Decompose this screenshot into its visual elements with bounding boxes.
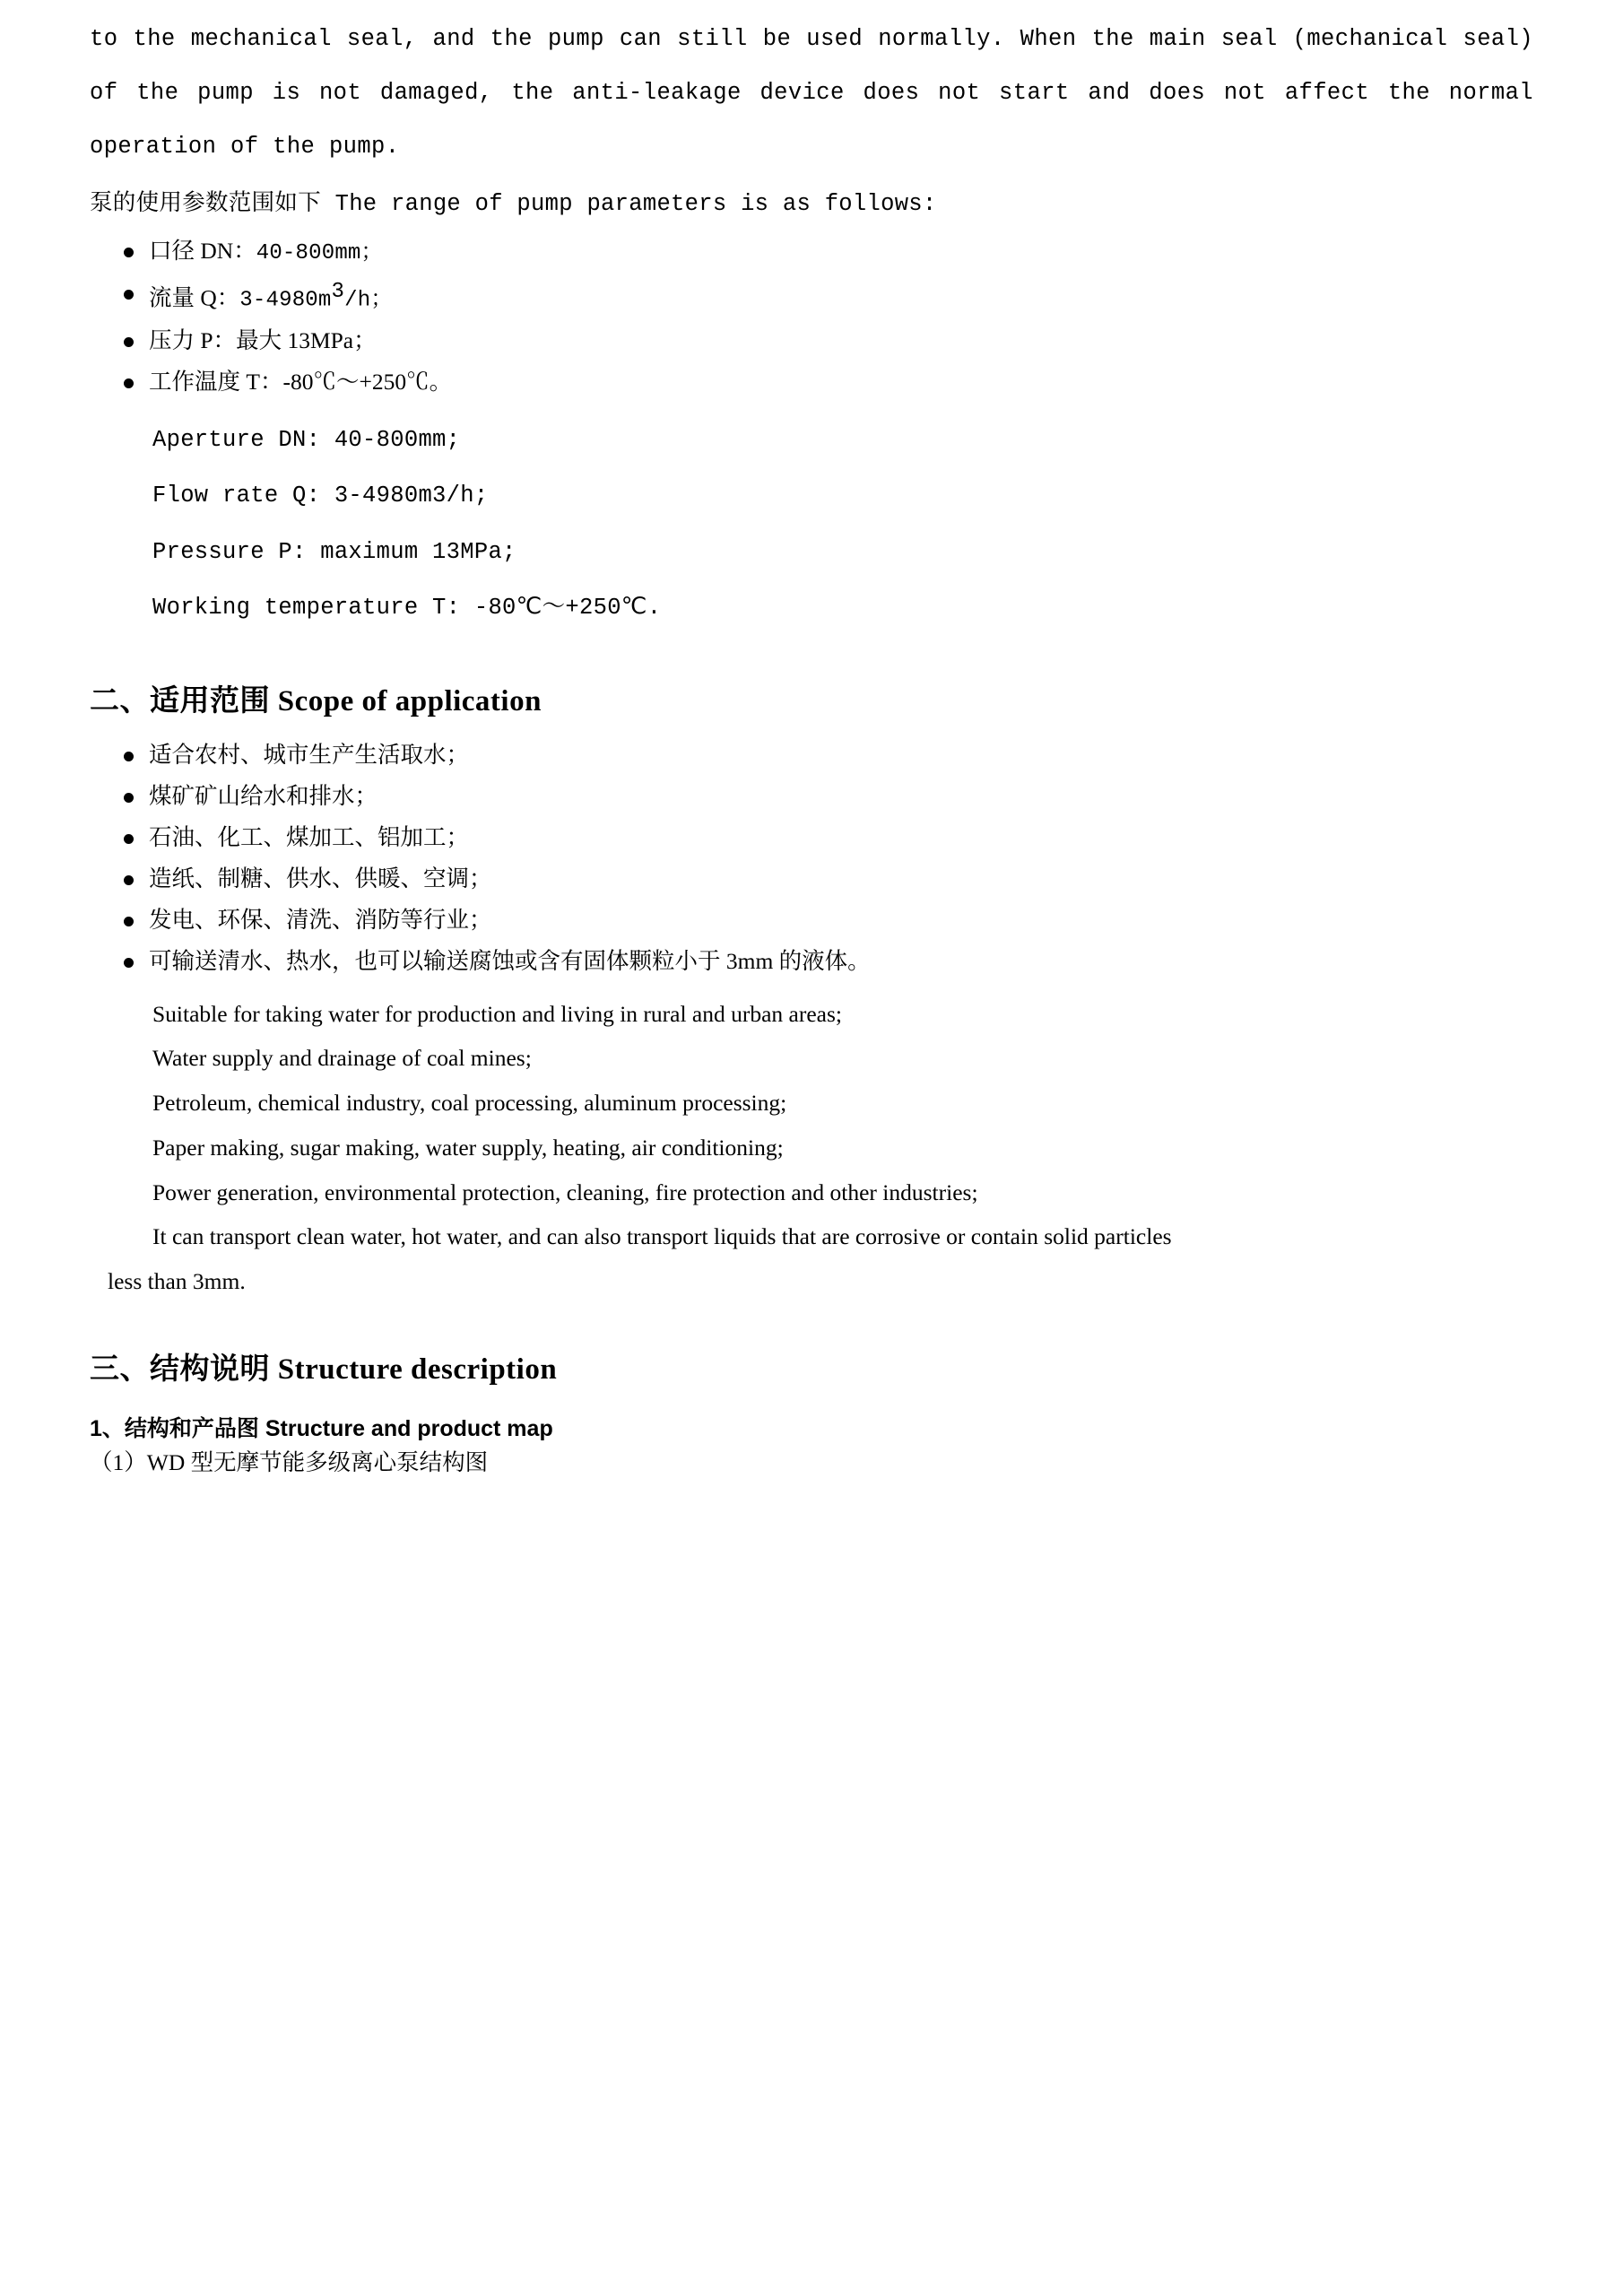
scope-en-item-2: Water supply and drainage of coal mines; — [152, 1045, 532, 1072]
parameter-value-pressure: 最大 13MPa； — [236, 326, 377, 353]
parameter-en-pressure: Pressure P: maximum 13MPa; — [152, 538, 516, 565]
scope-en-item-6-cont: less than 3mm. — [108, 1267, 246, 1294]
list-item — [90, 321, 1533, 361]
list-item: 石油、化工、煤加工、铝加工； — [90, 818, 1533, 857]
figure-caption-wd-pump-structure: （1）WD 型无摩节能多级离心泵结构图 — [90, 1448, 489, 1475]
list-item: 适合农村、城市生产生活取水； — [90, 735, 1533, 775]
parameter-label-dn: 口径 DN： — [149, 237, 256, 264]
intro-paragraph: to the mechanical seal, and the pump can still be used normally. When the main seal (mechanical seal) of the pump is not damaged, the anti-leakage device does not start and does not affect the normal operation of the pump. — [90, 26, 1533, 160]
parameter-en-temperature: Working temperature T: -80℃～+250℃. — [152, 595, 662, 622]
list-item — [90, 274, 1533, 319]
parameter-value-flow: 3-4980m — [239, 288, 332, 313]
parameter-label-pressure: 压力 P： — [149, 326, 237, 353]
section-heading-scope — [90, 677, 1533, 719]
list-item: 可输送清水、热水，也可以输送腐蚀或含有固体颗粒小于 3mm 的液体。 — [90, 942, 1533, 981]
pump-parameters-heading: 泵的使用参数范围如下 The range of pump parameters is as follows: — [90, 190, 937, 217]
subsection-heading-structure-product-map: 1、结构和产品图 Structure and product map — [90, 1415, 553, 1441]
parameter-value-flow-tail: /h； — [344, 288, 393, 313]
list-item: 造纸、制糖、供水、供暖、空调； — [90, 859, 1533, 899]
pump-parameters-list-cn — [90, 231, 1533, 402]
section-heading-structure — [90, 1345, 1533, 1387]
section-title-en: Scope of application — [277, 685, 542, 718]
list-item — [90, 362, 1533, 402]
parameter-en-aperture: Aperture DN: 40-800mm; — [152, 426, 461, 453]
parameter-value-temp: -80℃～+250℃。 — [282, 368, 453, 395]
parameter-value-flow-sup: 3 — [331, 280, 345, 305]
list-item: 发电、环保、清洗、消防等行业； — [90, 900, 1533, 940]
parameter-label-temp: 工作温度 T： — [149, 368, 283, 395]
section-number-cn: 三、结构说明 — [90, 1352, 270, 1386]
parameter-en-flow: Flow rate Q: 3-4980m3/h; — [152, 483, 489, 509]
parameter-label-flow: 流量 Q： — [149, 284, 240, 311]
scope-list-cn — [90, 735, 1533, 980]
list-item — [90, 231, 1533, 272]
section-number-cn: 二、适用范围 — [90, 685, 270, 718]
list-item: 煤矿矿山给水和排水； — [90, 777, 1533, 816]
scope-en-item-1: Suitable for taking water for production and living in rural and urban areas; — [152, 1000, 843, 1027]
scope-en-item-3: Petroleum, chemical industry, coal processing, aluminum processing; — [152, 1090, 787, 1117]
parameter-value-dn: 40-800mm； — [256, 240, 383, 265]
scope-en-item-6: It can transport clean water, hot water, and can also transport liquids that are corrosive or contain solid particles — [152, 1223, 1172, 1250]
scope-en-item-5: Power generation, environmental protection, cleaning, fire protection and other industries; — [152, 1178, 978, 1205]
scope-en-item-4: Paper making, sugar making, water supply, heating, air conditioning; — [152, 1134, 784, 1161]
section-title-en: Structure description — [277, 1352, 558, 1386]
